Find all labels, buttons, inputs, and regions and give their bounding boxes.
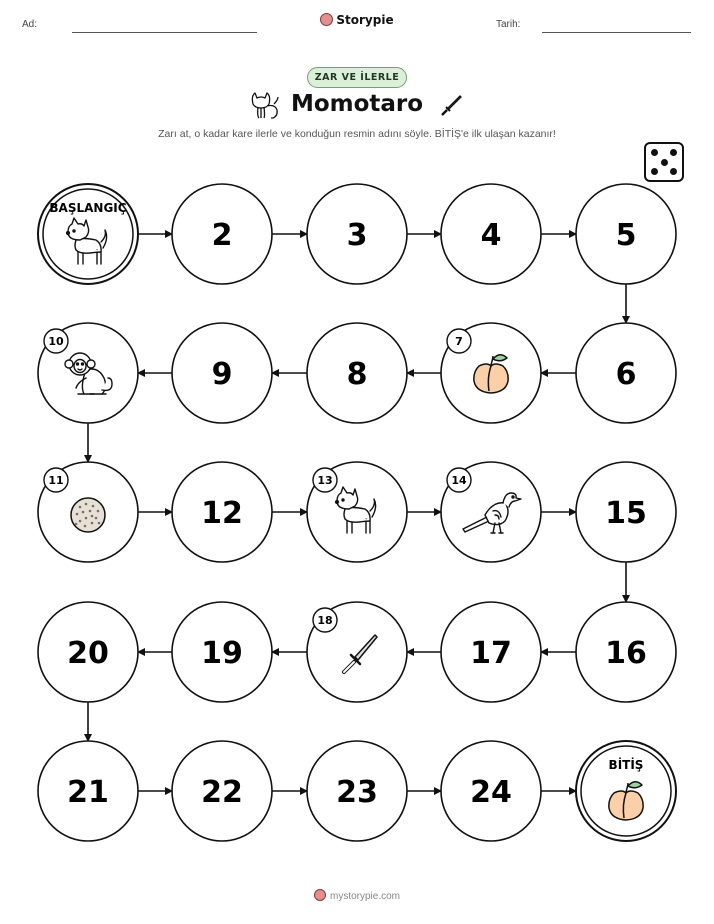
- board-cell-20[interactable]: [38, 602, 138, 702]
- cell-badge-number: 14: [451, 474, 467, 487]
- start-label: BAŞLANGIÇ: [49, 201, 127, 215]
- activity-tag: ZAR VE İLERLE: [307, 67, 407, 88]
- page-title: Momotaro: [290, 91, 424, 117]
- date-label: Tarih:: [496, 19, 521, 30]
- rice-dumpling-icon: [71, 498, 105, 532]
- board-cell-12[interactable]: [172, 462, 272, 562]
- board-cell-2[interactable]: [172, 184, 272, 284]
- cell-number: 2: [211, 218, 233, 253]
- cell-number: 23: [336, 775, 378, 810]
- board-cell-9[interactable]: [172, 323, 272, 423]
- board-cell-22[interactable]: [172, 741, 272, 841]
- board-cell-6[interactable]: [576, 323, 676, 423]
- name-label: Ad:: [22, 19, 38, 30]
- board-cell-8[interactable]: [307, 323, 407, 423]
- board-cell-4[interactable]: [441, 184, 541, 284]
- cell-number: 22: [201, 775, 243, 810]
- cell-number: 17: [470, 636, 512, 671]
- cell-badge-number: 11: [48, 474, 64, 487]
- finish-cell[interactable]: [576, 741, 676, 841]
- cell-number: 12: [201, 496, 243, 531]
- board-cell-18[interactable]: [307, 602, 407, 702]
- board-cell-10[interactable]: [38, 323, 138, 423]
- board-cell-5[interactable]: [576, 184, 676, 284]
- cell-number: 3: [346, 218, 368, 253]
- board-cell-15[interactable]: [576, 462, 676, 562]
- board-cell-14[interactable]: [441, 462, 541, 562]
- board-cell-24[interactable]: [441, 741, 541, 841]
- storypie-logo-icon: [314, 889, 326, 901]
- footer: [0, 889, 714, 902]
- board-cell-3[interactable]: [307, 184, 407, 284]
- board-cell-19[interactable]: [172, 602, 272, 702]
- cell-number: 15: [605, 496, 647, 531]
- cell-number: 5: [615, 218, 637, 253]
- board-cell-13[interactable]: [307, 462, 407, 562]
- cell-number: 4: [480, 218, 502, 253]
- board-cell-11[interactable]: [38, 462, 138, 562]
- cell-number: 9: [211, 357, 233, 392]
- cell-number: 21: [67, 775, 109, 810]
- cell-number: 20: [67, 636, 109, 671]
- board-cell-21[interactable]: [38, 741, 138, 841]
- cell-number: 19: [201, 636, 243, 671]
- finish-label: BİTİŞ: [608, 758, 644, 772]
- cell-number: 6: [615, 357, 637, 392]
- cell-badge-number: 13: [317, 474, 333, 487]
- brand-name: Storypie: [336, 13, 394, 27]
- board-cell-16[interactable]: [576, 602, 676, 702]
- board-cell-7[interactable]: [441, 323, 541, 423]
- start-cell[interactable]: [38, 184, 138, 284]
- board-cell-17[interactable]: [441, 602, 541, 702]
- board-cell-23[interactable]: [307, 741, 407, 841]
- cell-badge-number: 10: [48, 335, 64, 348]
- footer-url[interactable]: mystorypie.com: [329, 891, 400, 902]
- instructions: Zarı at, o kadar kare ilerle ve konduğun resmin adını söyle. BİTİŞ'e ilk ulaşan kazanır!: [158, 128, 556, 140]
- cell-number: 8: [346, 357, 368, 392]
- cell-badge-number: 7: [455, 335, 463, 348]
- cell-number: 24: [470, 775, 512, 810]
- cell-badge-number: 18: [317, 614, 333, 627]
- cell-number: 16: [605, 636, 647, 671]
